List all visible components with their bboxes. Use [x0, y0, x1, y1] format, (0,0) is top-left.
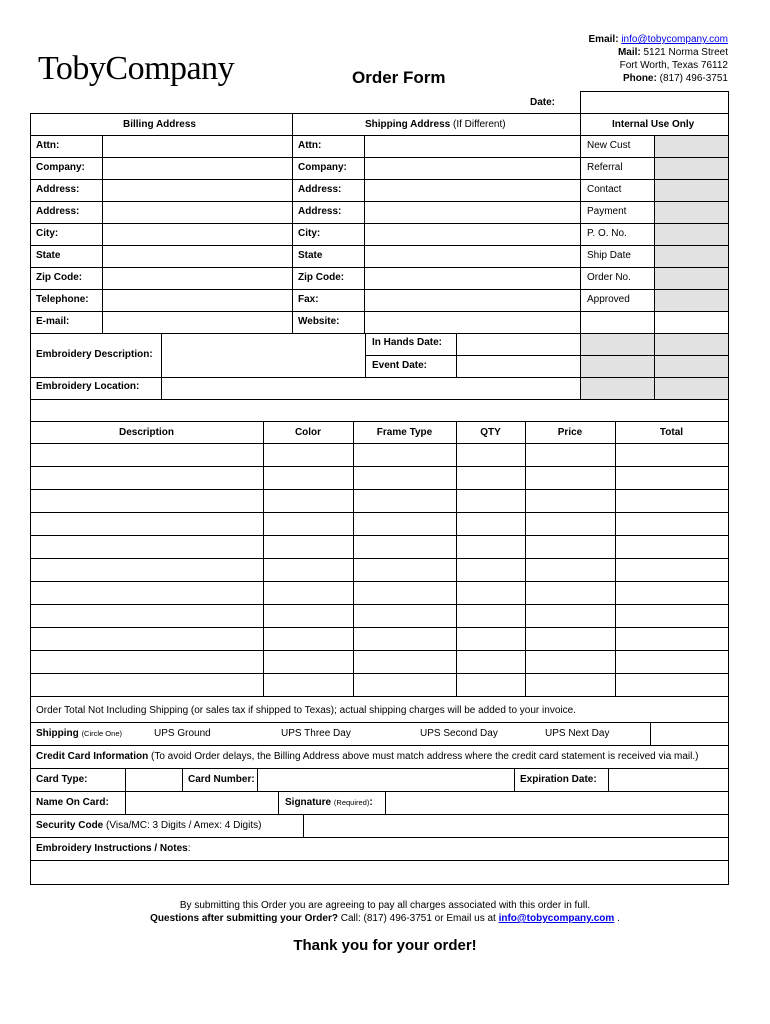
table-row[interactable]	[31, 582, 728, 604]
address-row-line	[30, 245, 729, 246]
table-row[interactable]	[31, 444, 728, 466]
in-hands-date-field[interactable]	[457, 333, 581, 354]
event-date-field[interactable]	[457, 354, 581, 375]
table-row[interactable]	[31, 536, 728, 558]
internal-field-label: P. O. No.	[587, 228, 627, 239]
signature-label: Signature (Required):	[285, 797, 373, 808]
agreement-text: By submitting this Order you are agreeing to pay all charges associated with this order in full.	[179, 900, 591, 911]
card-number-field[interactable]	[258, 768, 514, 790]
shipping-option-ups-three-day[interactable]: UPS Three Day	[281, 728, 351, 739]
date-field[interactable]	[580, 92, 728, 113]
table-row[interactable]	[31, 467, 728, 489]
column-header: Total	[659, 427, 684, 438]
embroidery-instructions-label: Embroidery Instructions / Notes:	[36, 843, 191, 854]
internal-field-label: Order No.	[587, 272, 631, 283]
internal-field-label: Ship Date	[587, 250, 631, 261]
shipping-divider	[650, 722, 651, 745]
thank-you-message: Thank you for your order!	[293, 937, 477, 954]
card-number-end-divider	[514, 768, 515, 791]
billing-field-label: Attn:	[36, 140, 60, 151]
mail-line1: 5121 Norma Street	[643, 47, 728, 58]
shipping-field-label: Company:	[298, 162, 347, 173]
billing-field-label: Address:	[36, 184, 80, 195]
embroidery-location-field[interactable]	[162, 376, 581, 398]
form-right-border	[728, 91, 729, 885]
billing-field-label: State	[36, 250, 61, 261]
internal-field-label: Payment	[587, 206, 627, 217]
email-label: Email:	[588, 34, 619, 45]
items-top-border	[30, 421, 729, 422]
billing-field-label: City:	[36, 228, 59, 239]
address-row-line	[30, 201, 729, 202]
phone-value: (817) 496-3751	[659, 73, 728, 84]
shipping-option-ups-next-day[interactable]: UPS Next Day	[545, 728, 610, 739]
billing-field-label: Company:	[36, 162, 85, 173]
internal-field-label: Approved	[587, 294, 630, 305]
column-header: Description	[118, 427, 174, 438]
shipping-field-label: Address:	[298, 206, 342, 217]
address-row-line	[30, 333, 729, 334]
mail-label: Mail:	[617, 47, 641, 58]
column-header: Color	[294, 427, 322, 438]
table-row[interactable]	[31, 605, 728, 627]
security-code-label: Security Code (Visa/MC: 3 Digits / Amex: 4 Digits)	[36, 820, 262, 831]
internal-field-label: Referral	[587, 162, 623, 173]
card-type-field[interactable]	[126, 768, 182, 790]
internal-use-header: Internal Use Only	[612, 119, 695, 130]
internal-field-label: New Cust	[587, 140, 631, 151]
address-row-line	[30, 267, 729, 268]
address-row-line	[30, 135, 729, 136]
order-total-note: Order Total Not Including Shipping (or sales tax if shipped to Texas); actual shipping charges will be added to your invoice.	[36, 705, 576, 716]
billing-field-label: Zip Code:	[36, 272, 83, 283]
shipping-field-label: Website:	[298, 316, 340, 327]
signature-field[interactable]	[386, 791, 728, 813]
name-card-divider	[278, 791, 279, 814]
bottom-row-line	[30, 745, 729, 746]
billing-address-header: Billing Address	[123, 119, 196, 130]
embroidery-location-bottom	[30, 399, 729, 400]
embroidery-description-label: Embroidery Description:	[36, 349, 153, 360]
address-row-line	[30, 289, 729, 290]
internal-label-divider	[654, 135, 655, 399]
shipping-field-label: Fax:	[298, 294, 319, 305]
shipping-field-label: Attn:	[298, 140, 322, 151]
card-type-divider	[182, 768, 183, 791]
address-row-line	[30, 179, 729, 180]
embroidery-instructions-field[interactable]	[30, 860, 728, 884]
page-title: Order Form	[352, 68, 446, 87]
shipping-address-header: Shipping Address (If Different)	[365, 119, 506, 130]
form-top-border	[30, 113, 729, 114]
table-row[interactable]	[31, 651, 728, 673]
internal-row-line	[580, 355, 729, 356]
billing-field-label: Address:	[36, 206, 80, 217]
billing-field-label: Telephone:	[36, 294, 89, 305]
expiration-date-label: Expiration Date:	[520, 774, 597, 785]
column-header: QTY	[480, 427, 501, 438]
security-code-field[interactable]	[304, 814, 728, 836]
shipping-field-label: State	[298, 250, 323, 261]
phone-label: Phone:	[622, 73, 657, 84]
table-row[interactable]	[31, 674, 728, 696]
address-row-line	[30, 157, 729, 158]
table-row[interactable]	[31, 490, 728, 512]
date-label: Date:	[530, 97, 556, 108]
internal-field-label: Contact	[587, 184, 622, 195]
credit-card-info: Credit Card Information (To avoid Order delays, the Billing Address above must match address where the credit card statement is received via mail.)	[36, 751, 699, 762]
event-date-label: Event Date:	[372, 360, 428, 371]
questions-text: Questions after submitting your Order? Call: (817) 496-3751 or Email us at info@tobycompany.com .	[150, 913, 620, 924]
shipping-option-ups-second-day[interactable]: UPS Second Day	[420, 728, 498, 739]
table-row[interactable]	[31, 559, 728, 581]
shipping-option-ups-ground[interactable]: UPS Ground	[154, 728, 211, 739]
address-row-line	[30, 311, 729, 312]
column-header: Price	[557, 427, 583, 438]
name-on-card-label: Name On Card:	[36, 797, 109, 808]
shipping-label: Shipping (Circle One)	[36, 728, 122, 739]
billing-shipping-divider	[292, 113, 293, 333]
expiration-date-field[interactable]	[609, 768, 728, 790]
billing-field-label: E-mail:	[36, 316, 70, 327]
shipping-field-label: Zip Code:	[298, 272, 345, 283]
billing-label-divider	[102, 135, 103, 333]
address-row-line	[30, 223, 729, 224]
column-header: Frame Type	[376, 427, 433, 438]
contact-info	[589, 33, 728, 85]
table-row[interactable]	[31, 513, 728, 535]
shipping-label-divider	[364, 135, 365, 333]
email-link[interactable]: info@tobycompany.com	[621, 34, 728, 45]
table-row[interactable]	[31, 628, 728, 650]
footer-email-link[interactable]: info@tobycompany.com	[498, 913, 615, 924]
items-row-line	[30, 696, 729, 697]
embroidery-location-label: Embroidery Location:	[36, 381, 140, 392]
form-bottom-border	[30, 884, 729, 885]
shipping-field-label: City:	[298, 228, 321, 239]
bottom-row-line	[30, 837, 729, 838]
mail-line2: Fort Worth, Texas 76112	[619, 60, 728, 71]
shipping-field-label: Address:	[298, 184, 342, 195]
card-number-label: Card Number:	[188, 774, 255, 785]
in-hands-date-label: In Hands Date:	[372, 337, 443, 348]
embroidery-description-field[interactable]	[162, 333, 366, 375]
card-type-label: Card Type:	[36, 774, 88, 785]
bottom-row-line	[30, 722, 729, 723]
company-logo: TobyCompany	[38, 50, 235, 87]
name-on-card-field[interactable]	[126, 791, 278, 813]
